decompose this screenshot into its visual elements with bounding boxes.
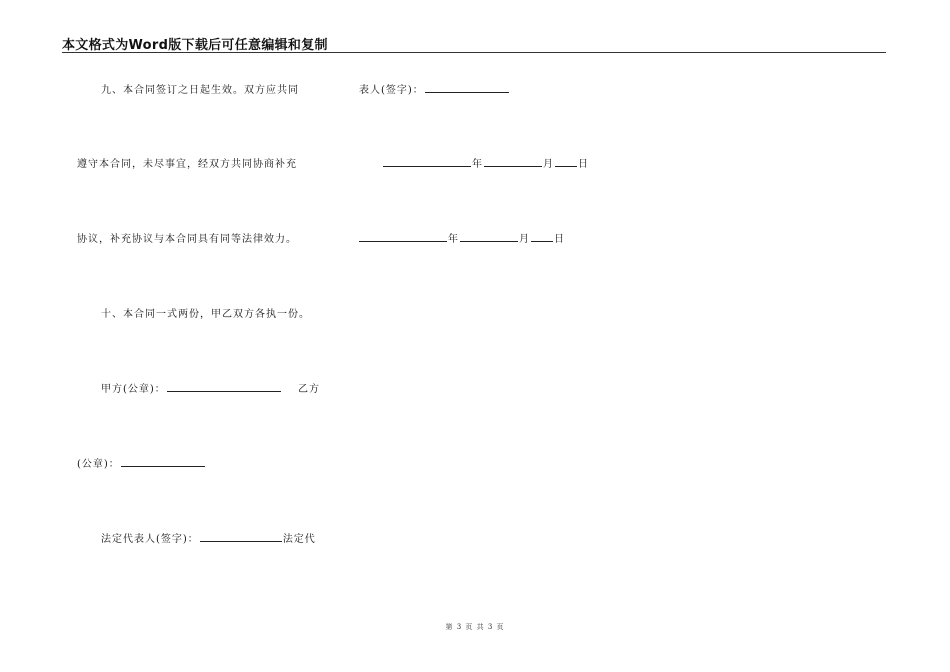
- party-a-seal-line: [101, 380, 320, 395]
- party-b-seal-label: (公章)：: [77, 459, 120, 470]
- header-title: 本文格式为Word版下载后可任意编辑和复制: [62, 38, 328, 53]
- signature-line: [359, 81, 510, 96]
- date-1-year-blank: [383, 158, 471, 167]
- date-2-day-label: 日: [554, 234, 565, 245]
- date-2-month-label: 月: [519, 234, 530, 245]
- party-a-seal-blank: [167, 383, 281, 392]
- page-footer: 第 3 页 共 3 页: [445, 623, 505, 631]
- page-header: [62, 34, 886, 53]
- date-line-1: [382, 155, 589, 170]
- date-2-year-blank: [359, 233, 447, 242]
- date-1-year-label: 年: [472, 159, 483, 170]
- date-2-month-blank: [460, 233, 518, 242]
- legal-rep-blank: [200, 533, 282, 542]
- date-2-day-blank: [531, 233, 553, 242]
- legal-rep-label: 法定代表人(签字)：: [101, 534, 199, 545]
- date-1-month-label: 月: [543, 159, 554, 170]
- clause-10-line: 十、本合同一式两份，甲乙双方各执一份。: [101, 309, 310, 320]
- legal-rep-line: [101, 530, 316, 545]
- date-line-2: [358, 230, 565, 245]
- date-2-year-label: 年: [448, 234, 459, 245]
- party-b-seal-blank: [121, 458, 205, 467]
- clause-9-line-3: 协议，补充协议与本合同具有同等法律效力。: [77, 234, 297, 245]
- clause-9-line-2: 遵守本合同，未尽事宜，经双方共同协商补充: [77, 159, 297, 170]
- date-1-day-label: 日: [578, 159, 589, 170]
- clause-9-line-1: 九、本合同签订之日起生效。双方应共同: [101, 85, 299, 96]
- signature-blank: [425, 84, 509, 93]
- signature-label: 表人(签字)：: [359, 85, 424, 96]
- party-b-label: 乙方: [298, 384, 320, 395]
- party-a-seal-label: 甲方(公章)：: [101, 384, 166, 395]
- date-1-day-blank: [555, 158, 577, 167]
- date-1-month-blank: [484, 158, 542, 167]
- party-b-seal-line: [77, 455, 206, 470]
- legal-rep-tail: 法定代: [282, 534, 316, 545]
